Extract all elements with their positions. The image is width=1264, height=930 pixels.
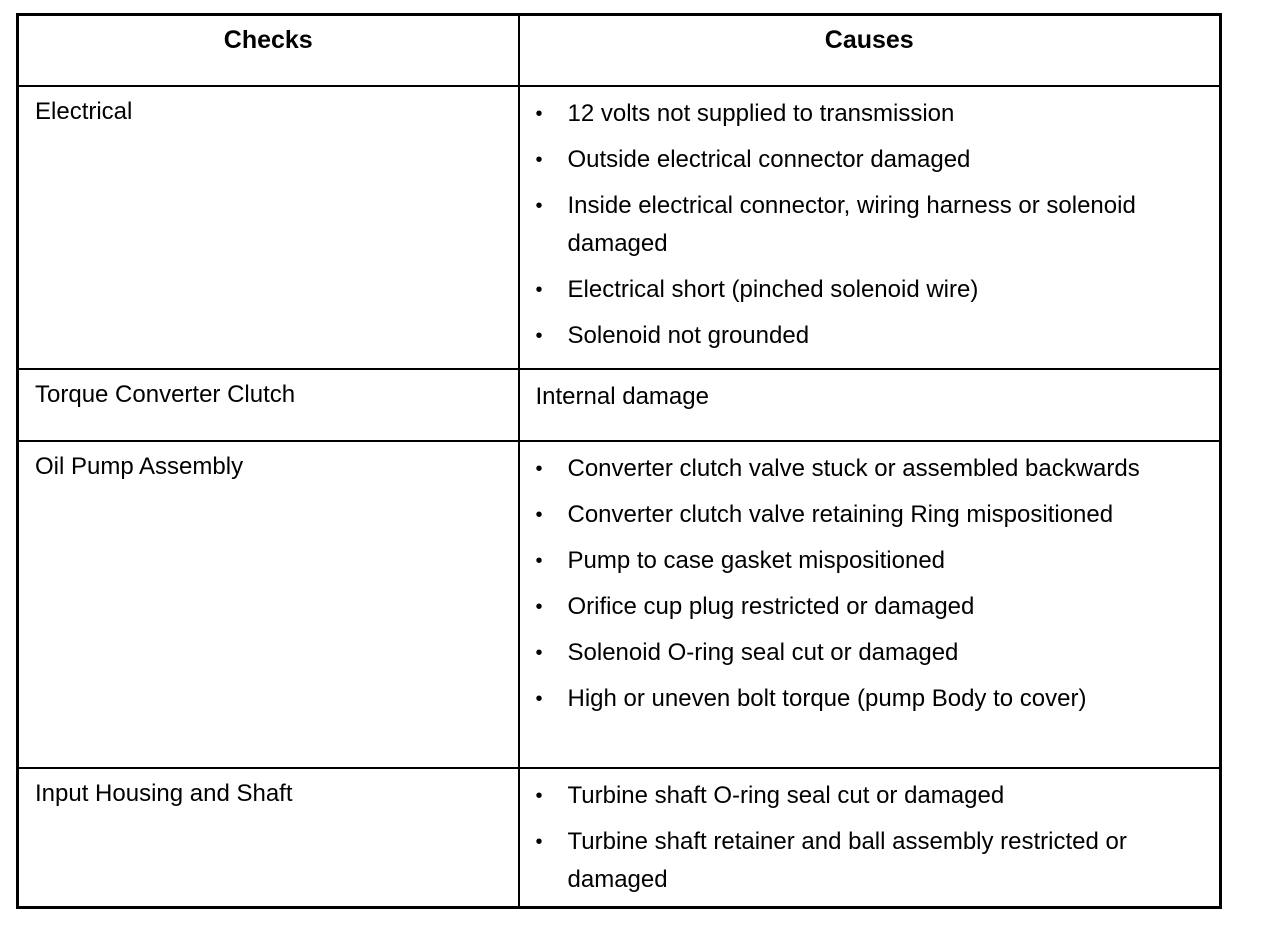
table-row [18,768,1221,908]
cause-item: • Solenoid not grounded [520,317,1220,355]
check-label: Torque Converter Clutch [35,380,296,408]
cause-item: • Turbine shaft O-ring seal cut or damaged [520,777,1220,815]
causes-cell [519,768,1221,908]
causes-cell [519,441,1221,768]
cause-item: • Orifice cup plug restricted or damaged [520,588,1220,626]
checks-causes-table [16,13,1222,909]
cause-item: • Electrical short (pinched solenoid wire) [520,271,1220,309]
cause-item: • Converter clutch valve retaining Ring mispositioned [520,496,1220,534]
cause-text: Internal damage [535,382,709,410]
table-row [18,441,1221,768]
cause-item: • 12 volts not supplied to transmission [520,95,1220,133]
table-row [18,369,1221,441]
check-label: Electrical [35,97,133,125]
check-cell [18,369,519,441]
causes-cell [519,369,1221,441]
cause-item: • Pump to case gasket mispositioned [520,542,1220,580]
cause-item: • Turbine shaft retainer and ball assembly restricted or damaged [520,823,1220,899]
table-row [18,86,1221,369]
cause-item: • Inside electrical connector, wiring harness or solenoid damaged [520,187,1220,263]
check-label: Oil Pump Assembly [35,452,244,480]
checks-header: Checks [18,15,519,86]
check-label: Input Housing and Shaft [35,779,293,807]
check-cell [18,441,519,768]
check-cell [18,86,519,369]
cause-item: • Solenoid O-ring seal cut or damaged [520,634,1220,672]
cause-item: • Converter clutch valve stuck or assembled backwards [520,450,1220,488]
causes-header: Causes [519,15,1221,86]
causes-list [520,442,1220,724]
header-row [18,15,1221,86]
causes-list [520,87,1220,361]
cause-item: • Outside electrical connector damaged [520,141,1220,179]
causes-cell [519,86,1221,369]
causes-list [520,769,1220,905]
check-cell [18,768,519,908]
cause-item: • High or uneven bolt torque (pump Body to cover) [520,680,1220,718]
